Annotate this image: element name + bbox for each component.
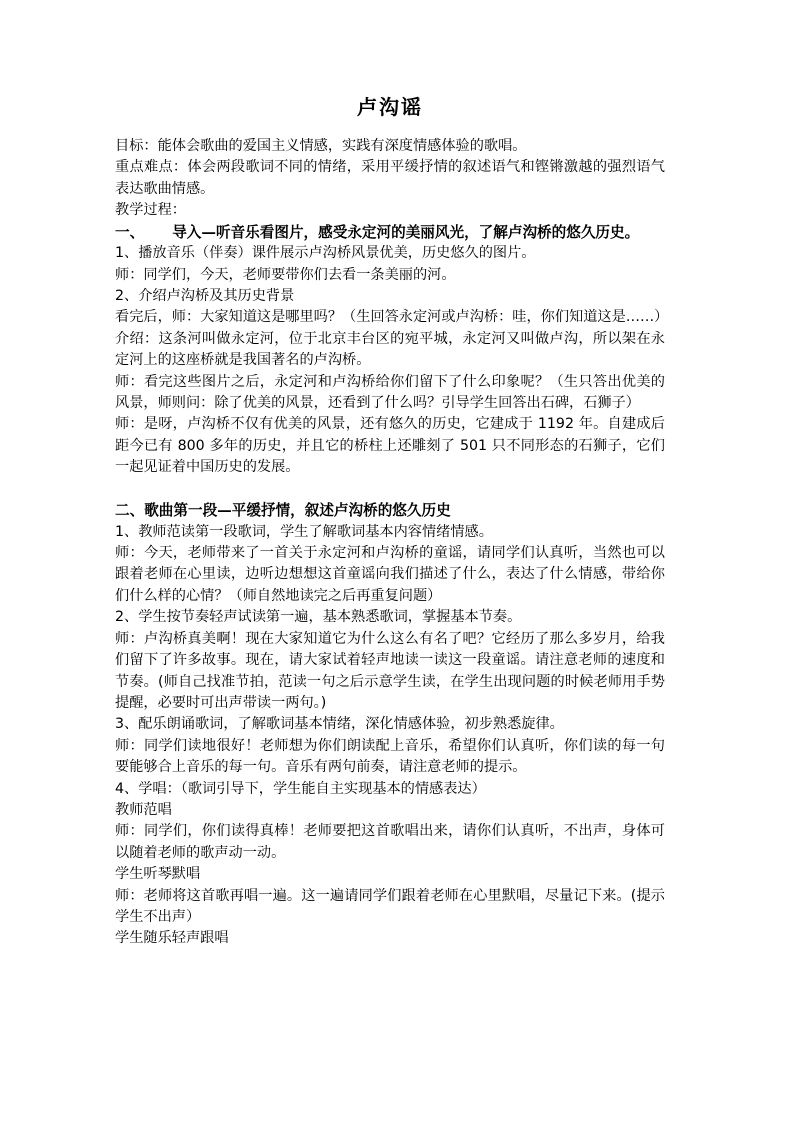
- sub-list-item: 学生随乐轻声跟唱: [115, 930, 229, 947]
- key-difficulty-line: 重点难点：体会两段歌词不同的情绪，采用平缓抒情的叙述语气和铿锵激越的强烈语气表达歌曲情感。: [115, 159, 665, 197]
- section-two-heading: 二、歌曲第一段—平缓抒情，叙述卢沟桥的悠久历史: [115, 502, 451, 520]
- section-spacer: [115, 479, 665, 500]
- list-item: 3、配乐朗诵歌词，了解歌词基本情绪，深化情感体验，初步熟悉旋律。: [115, 716, 564, 733]
- document-body: [115, 136, 669, 950]
- list-item: 1、播放音乐（伴奏）课件展示卢沟桥风景优美，历史悠久的图片。: [115, 245, 536, 262]
- list-item: 4、学唱：（歌词引导下，学生能自主实现基本的情感表达）: [115, 780, 486, 797]
- list-item: 师：同学们读地很好！老师想为你们朗读配上音乐，希望你们认真听，你们读的每一句要能够合上音乐的每一句。音乐有两句前奏，请注意老师的提示。: [115, 737, 665, 776]
- list-item: 介绍：这条河叫做永定河，位于北京丰台区的宛平城，永定河又叫做卢沟，所以架在永定河上的这座桥就是我国著名的卢沟桥。: [115, 330, 665, 369]
- section-one-heading-text: 导入—听音乐看图片，感受永定河的美丽风光，了解卢沟桥的悠久历史。: [172, 223, 640, 241]
- section-one-heading: [115, 222, 665, 244]
- sub-list-item: 师：同学们，你们读得真棒！老师要把这首歌唱出来，请你们认真听，不出声，身体可以随着老师的歌声动一动。: [115, 823, 665, 861]
- list-item: 2、学生按节奏轻声试读第一遍，基本熟悉歌词，掌握基本节奏。: [115, 609, 522, 626]
- list-item: 师：同学们，今天，老师要带你们去看一条美丽的河。: [115, 266, 456, 283]
- section-one-number: 一、: [115, 223, 145, 241]
- sub-list-item: 师：老师将这首歌再唱一遍。这一遍请同学们跟着老师在心里默唱，尽量记下来。(提示学生不出声）: [115, 887, 665, 925]
- list-item: 师：是呀，卢沟桥不仅有优美的风景，还有悠久的历史，它建成于 1192 年。自建成后距今已有 800 多年的历史，并且它的桥柱上还雕刻了 501 只不同形态的石狮子，它们一起见证着中国历史的发展。: [115, 416, 665, 476]
- list-item: 1、教师范读第一段歌词，学生了解歌词基本内容情绪情感。: [115, 523, 493, 540]
- sub-list-item: 学生听琴默唱: [115, 866, 201, 883]
- list-item: 师：看完这些图片之后，永定河和卢沟桥给你们留下了什么印象呢？（生只答出优美的风景，师则问：除了优美的风景，还看到了什么吗？引导学生回答出石碑，石狮子）: [115, 373, 665, 412]
- teaching-process-label: 教学过程：: [115, 202, 186, 219]
- sub-list-item: 教师范唱: [115, 801, 172, 818]
- list-item: 看完后，师：大家知道这是哪里吗？（生回答永定河或卢沟桥：哇，你们知道这是……）: [115, 309, 669, 326]
- list-item: 师：卢沟桥真美啊！现在大家知道它为什么这么有名了吧？它经历了那么多岁月，给我们留下了许多故事。现在，请大家试着轻声地读一读这一段童谣。请注意老师的速度和节奏。(师自己找准节拍，范读一句之后示意学生读，在学生出现问题的时候老师用手势提醒，必要时可出声带读一两句。): [115, 630, 665, 711]
- objective-line: 目标：能体会歌曲的爱国主义情感，实践有深度情感体验的歌唱。: [115, 138, 527, 154]
- list-item: 2、介绍卢沟桥及其历史背景: [115, 288, 295, 305]
- list-item: 师：今天，老师带来了一首关于永定河和卢沟桥的童谣，请同学们认真听，当然也可以跟着老师在心里读，边听边想想这首童谣向我们描述了什么，表达了什么情感，带给你们什么样的心情？（师自然地读完之后再重复问题）: [115, 545, 665, 604]
- page-title: 卢沟谣: [357, 95, 423, 119]
